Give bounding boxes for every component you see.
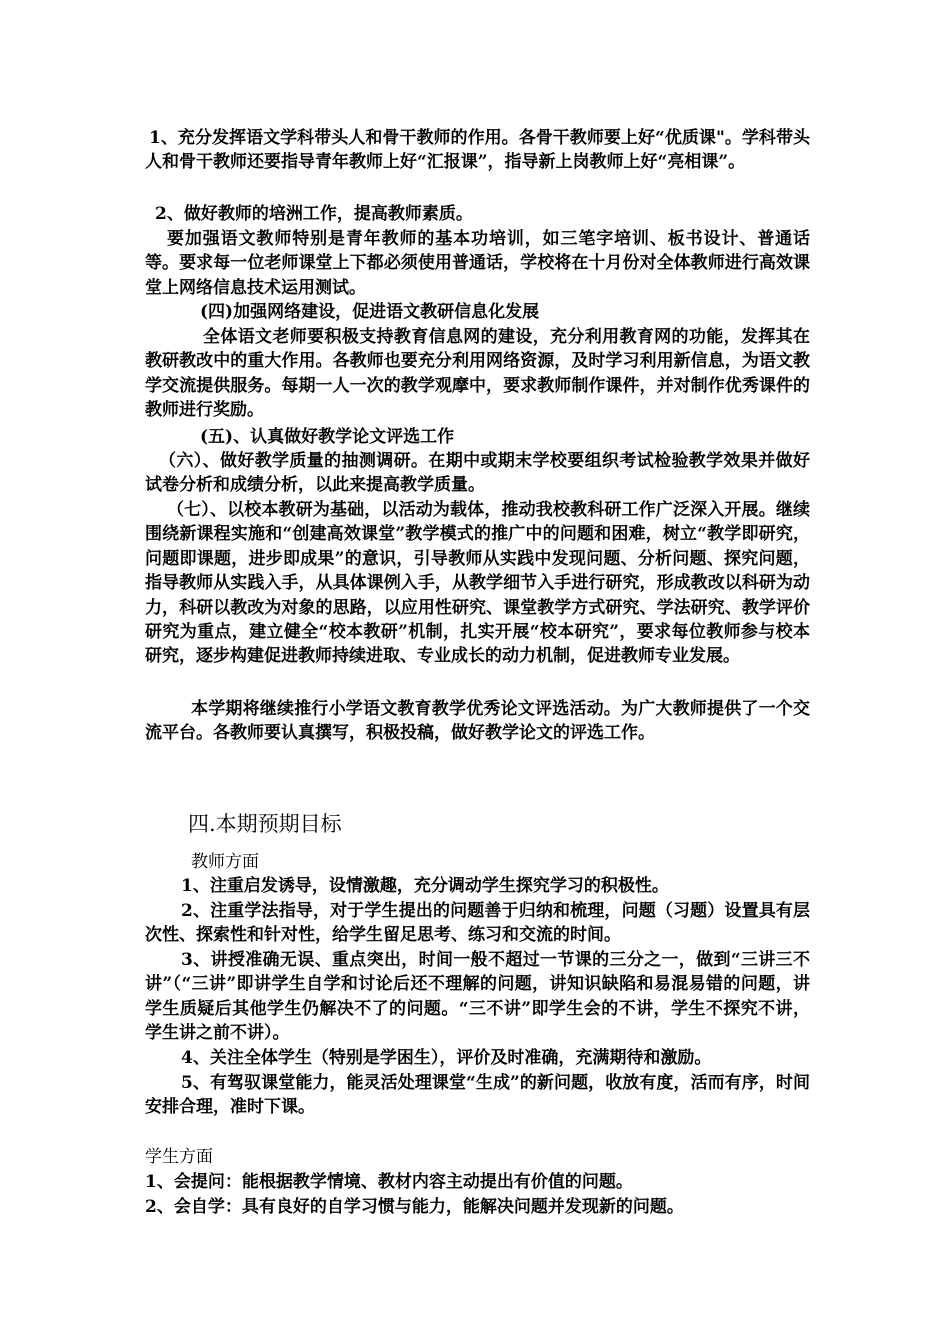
paragraph-lead-teachers: 1、充分发挥语文学科带头人和骨干教师的作用。各骨干教师要上好“优质课"。学科带头人和骨干教师还要指导青年教师上好“汇报课”，指导新上岗教师上好“亮相课”。 [145,128,810,173]
paragraph-teacher-training-heading: 2、做好教师的培洲工作，提高教师素质。 [155,204,473,224]
paragraph-network-building: 全体语文老师要积极支持教育信息网的建设，充分利用教育网的功能，发挥其在教研教改中的重大作用。各教师也要充分利用网络资源，及时学习利用新信息，为语文教学交流提供服务。每期一人一次的教学观摩中，要求教师制作课件，并对制作优秀课件的教师进行奖励。 [145,327,810,421]
teacher-item-3: 3、讲授准确无误、重点突出，时间一般不超过一节课的三分之一，做到“三讲三不讲”（“三讲”即讲学生自学和讨论后还不理解的问题，讲知识缺陷和易混易错的问题，讲学生质疑后其他学生仍解决不了的问题。“三不讲”即学生会的不讲，学生不探究不讲，学生讲之前不讲）。 [145,950,810,1044]
student-section-title: 学生方面 [145,1147,213,1167]
heading-paper-selection: (五)、认真做好教学论文评选工作 [200,427,455,447]
paragraph-paper-activity: 本学期将继续推行小学语文教育教学优秀论文评选活动。为广大教师提供了一个交流平台。各教师要认真撰写，积极投稿，做好教学论文的评选工作。 [145,699,810,744]
paragraph-quality-survey: （六）、做好教学质量的抽测调研。在期中或期末学校要组织考试检验教学效果并做好试卷分析和成绩分析，以此来提高教学质量。 [145,451,810,496]
heading-network-building: (四)加强网络建设，促进语文教研信息化发展 [200,302,540,322]
student-item-2: 2、会自学：具有良好的自学习惯与能力，能解决问题并发现新的问题。 [145,1197,684,1217]
student-item-1: 1、会提问：能根据教学情境、教材内容主动提出有价值的问题。 [145,1172,633,1192]
teacher-item-2: 2、注重学法指导，对于学生提出的问题善于归纳和梳理，问题（习题）设置具有层次性、探索性和针对性，给学生留足思考、练习和交流的时间。 [145,901,810,946]
teacher-item-1: 1、注重启发诱导，设情激趣，充分调动学生探究学习的积极性。 [181,876,669,896]
teacher-item-4: 4、关注全体学生（特别是学困生），评价及时准确，充满期待和激励。 [181,1048,712,1068]
teacher-section-title: 教师方面 [191,852,259,872]
teacher-item-5: 5、有驾驭课堂能力，能灵活处理课堂“生成”的新问题，收放有度，活而有序，时间安排合理，准时下课。 [145,1073,810,1118]
paragraph-school-research: （七）、以校本教研为基础，以活动为载体，推动我校教科研工作广泛深入开展。继续围绕新课程实施和“创建高效课堂”教学模式的推广中的问题和困难，树立“教学即研究，问题即课题，进步即成果”的意识，引导教师从实践中发现问题、分析问题、探究问题，指导教师从实践入手，从具体课例入手，从教学细节入手进行研究，形成教改以科研为动力，科研以教改为对象的思路，以应用性研究、课堂教学方式研究、学法研究、教学评价研究为重点，建立健全“校本教研”机制，扎实开展“校本研究”，要求每位教师参与校本研究，逐步构建促进教师持续进取、专业成长的动力机制，促进教师专业发展。 [145,500,810,667]
paragraph-teacher-training: 要加强语文教师特别是青年教师的基本功培训，如三笔字培训、板书设计、普通话等。要求每一位老师课堂上下都必须使用普通话，学校将在十月份对全体教师进行高效课堂上网络信息技术运用测试。 [145,229,810,298]
section-heading-goals: 四.本期预期目标 [188,812,342,836]
